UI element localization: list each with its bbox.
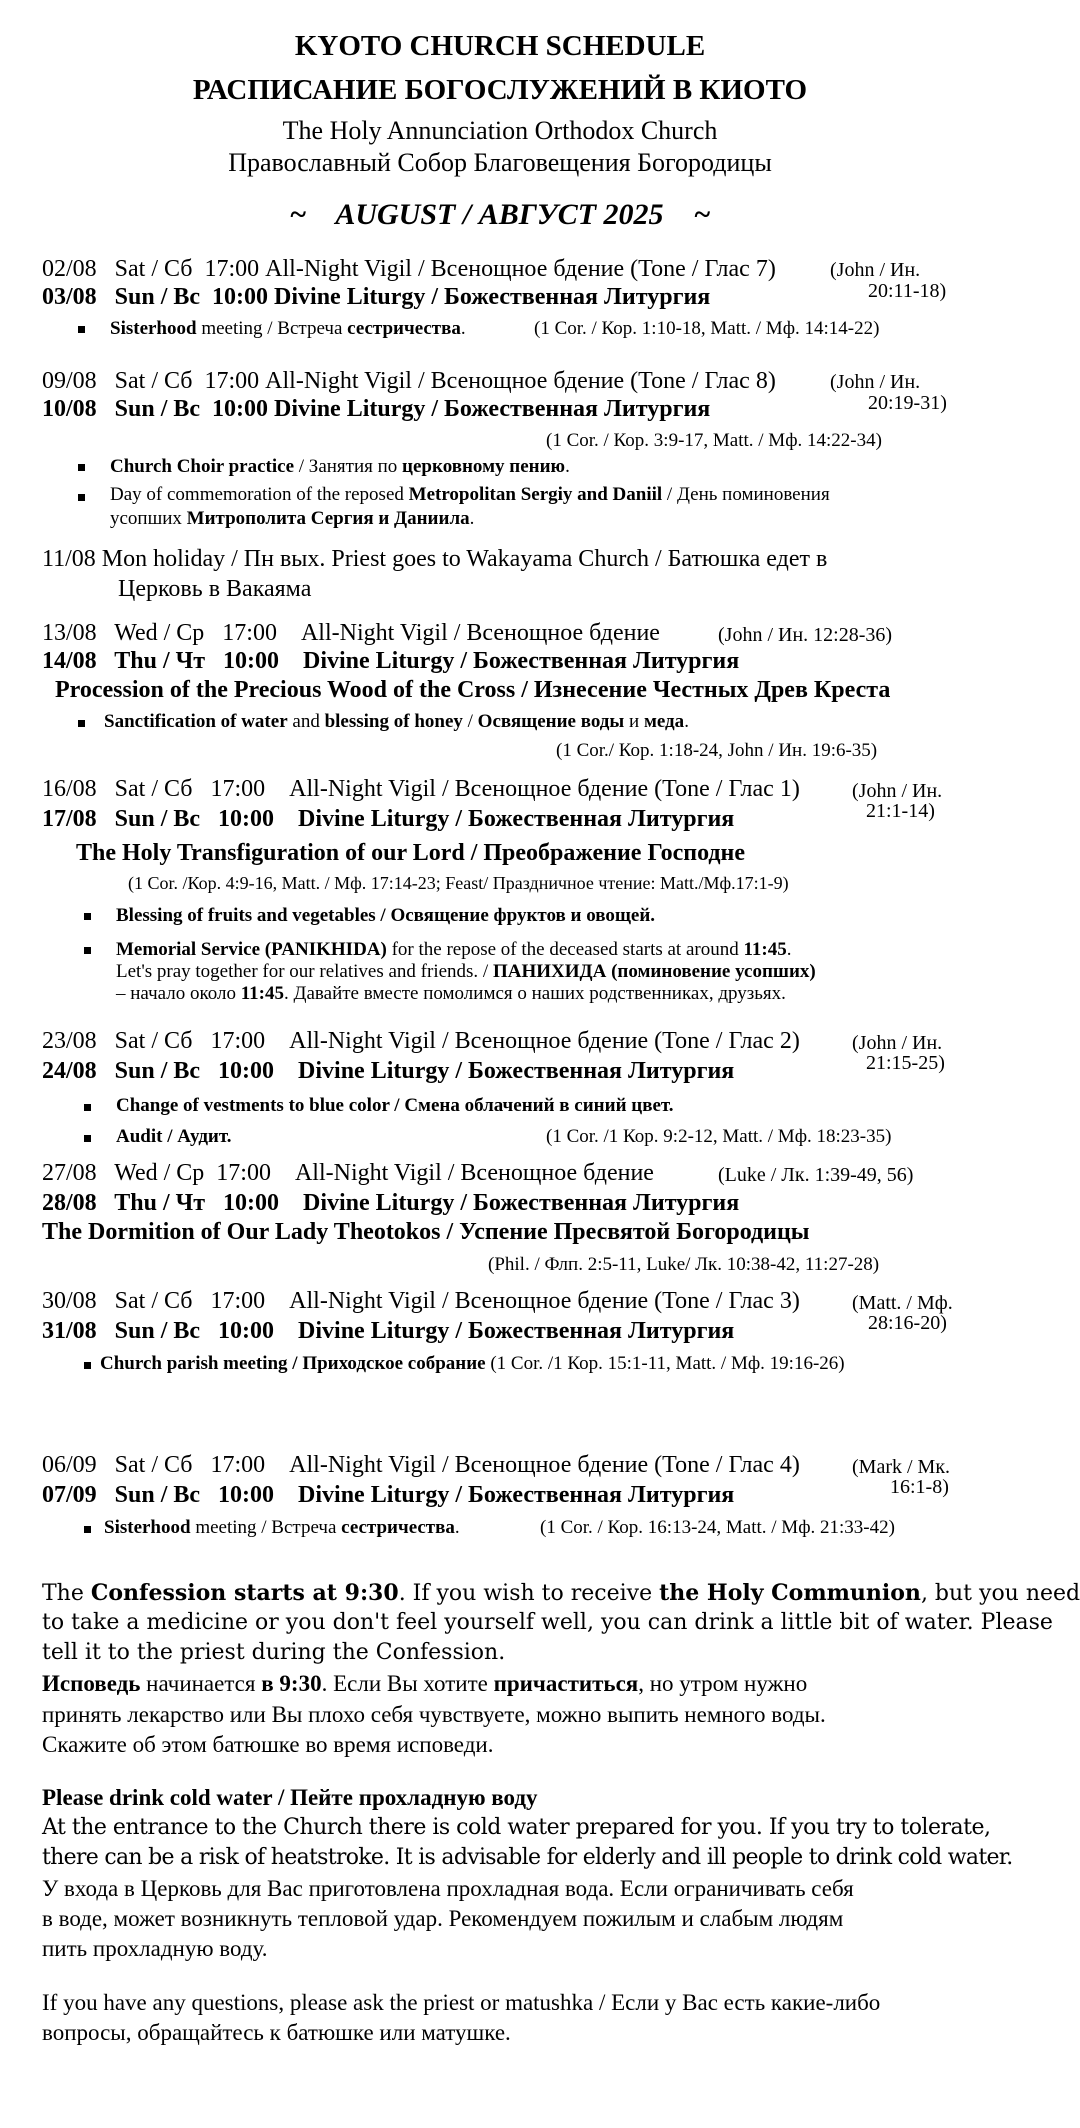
month-heading: ~ AUGUST / АВГУСТ 2025 ~ — [289, 198, 711, 231]
bullet-icon — [78, 326, 85, 333]
bullet-icon — [84, 1135, 91, 1142]
epistle-reading: (1 Cor. / Кор. 3:9-17, Matt. / Мф. 14:22-34) — [546, 430, 882, 451]
confession-ru-line: Исповедь начинается в 9:30. Если Вы хотите причаститься, но утром нужно — [42, 1671, 808, 1696]
holiday-line: 11/08 Mon holiday / Пн вых. Priest goes to Wakayama Church / Батюшка едет в — [42, 546, 828, 572]
confession-en-line: to take a medicine or you don't feel yourself well, you can drink a little bit of water. Please — [42, 1610, 1053, 1635]
service-sunday: 24/08 Sun / Вс 10:00 Divine Liturgy / Божественная Литургия — [42, 1058, 735, 1084]
gospel-reading: (Matt. / Мф. — [852, 1292, 953, 1314]
note-sanctification: Sanctification of water and blessing of honey / Освящение воды и меда. — [104, 711, 689, 732]
questions-line: If you have any questions, please ask the priest or matushka / Если у Вас есть какие-либо — [42, 1990, 881, 2015]
note-parish-meeting: Church parish meeting / Приходское собрание (1 Cor. /1 Кор. 15:1-11, Matt. / Мф. 19:16-26) — [100, 1353, 845, 1374]
gospel-reading-verse: 20:19-31) — [868, 392, 947, 414]
gospel-reading: (Mark / Мк. — [852, 1456, 951, 1478]
service-saturday: 09/08 Sat / Сб 17:00 All-Night Vigil / Всенощное бдение (Tone / Глас 8) — [42, 368, 776, 394]
gospel-reading-verse: 28:16-20) — [868, 1312, 947, 1334]
bullet-icon — [84, 947, 91, 954]
service-wednesday: 27/08 Wed / Ср 17:00 All-Night Vigil / Всенощное бдение — [42, 1160, 654, 1186]
gospel-reading: (John / Ин. — [852, 780, 943, 802]
questions-line: вопросы, обращайтесь к батюшке или матушке. — [42, 2020, 511, 2045]
note-commemoration: Day of commemoration of the reposed Metropolitan Sergiy and Daniil / День поминовения — [110, 484, 830, 505]
note-sisterhood: Sisterhood meeting / Встреча сестричества. — [104, 1517, 460, 1538]
church-name-english: The Holy Annunciation Orthodox Church — [282, 116, 718, 145]
bullet-icon — [84, 913, 91, 920]
service-saturday: 02/08 Sat / Сб 17:00 All-Night Vigil / Всенощное бдение (Tone / Глас 7) — [42, 256, 776, 282]
note-reading: (1 Cor. / Кор. 1:10-18, Matt. / Мф. 14:14-22) — [534, 318, 880, 339]
gospel-reading-verse: 16:1-8) — [890, 1476, 949, 1498]
gospel-reading: (John / Ин. — [830, 259, 921, 281]
confession-en-line: tell it to the priest during the Confession. — [42, 1640, 506, 1665]
feast-title: The Holy Transfiguration of our Lord / Преображение Господне — [76, 840, 746, 866]
note-vestments: Change of vestments to blue color / Смена облачений в синий цвет. — [116, 1095, 674, 1116]
cold-water-line: У входа в Церковь для Вас приготовлена прохладная вода. Если ограничивать себя — [42, 1876, 854, 1901]
note-choir: Church Choir practice / Занятия по церковному пению. — [110, 456, 570, 477]
gospel-reading-verse: 21:1-14) — [866, 800, 935, 822]
service-sunday: 07/09 Sun / Вс 10:00 Divine Liturgy / Божественная Литургия — [42, 1482, 735, 1508]
gospel-reading: (John / Ин. — [830, 371, 921, 393]
cold-water-line: в воде, может возникнуть тепловой удар. Рекомендуем пожилым и слабым людям — [42, 1906, 844, 1931]
confession-en-line: The Confession starts at 9:30. If you wish to receive the Holy Communion, but you need — [42, 1580, 1080, 1606]
holiday-line-cont: Церковь в Вакаяма — [118, 576, 312, 602]
service-saturday: 23/08 Sat / Сб 17:00 All-Night Vigil / Всенощное бдение (Tone / Глас 2) — [42, 1028, 800, 1054]
note-memorial-cont: – начало около 11:45. Давайте вместе помолимся о наших родственниках, друзьях. — [116, 983, 786, 1004]
service-sunday: 10/08 Sun / Вс 10:00 Divine Liturgy / Божественная Литургия — [42, 396, 711, 422]
service-thursday: 14/08 Thu / Чт 10:00 Divine Liturgy / Божественная Литургия — [42, 648, 740, 674]
gospel-reading: (Luke / Лк. 1:39-49, 56) — [718, 1164, 914, 1186]
confession-ru-line: Скажите об этом батюшке во время исповеди. — [42, 1732, 494, 1757]
cold-water-line: At the entrance to the Church there is cold water prepared for you. If you try to tolerate, — [42, 1815, 991, 1840]
bullet-icon — [78, 494, 85, 501]
bullet-icon — [78, 720, 85, 727]
bullet-icon — [84, 1104, 91, 1111]
service-wednesday: 13/08 Wed / Ср 17:00 All-Night Vigil / Всенощное бдение — [42, 620, 660, 646]
gospel-reading-verse: 21:15-25) — [866, 1052, 945, 1074]
service-saturday: 06/09 Sat / Сб 17:00 All-Night Vigil / Всенощное бдение (Tone / Глас 4) — [42, 1452, 800, 1478]
bullet-icon — [78, 464, 85, 471]
service-sunday: 17/08 Sun / Вс 10:00 Divine Liturgy / Божественная Литургия — [42, 806, 735, 832]
feast-reading: (1 Cor./ Кор. 1:18-24, John / Ин. 19:6-35) — [556, 740, 878, 761]
feast-reading: (Phil. / Флп. 2:5-11, Luke/ Лк. 10:38-42, 11:27-28) — [488, 1254, 880, 1275]
title-russian: РАСПИСАНИЕ БОГОСЛУЖЕНИЙ В КИОТО — [192, 74, 808, 106]
note-blessing-fruits: Blessing of fruits and vegetables / Освящение фруктов и овощей. — [116, 905, 656, 926]
feast-reading: (1 Cor. /Кор. 4:9-16, Matt. / Мф. 17:14-23; Feast/ Праздничное чтение: Matt./Мф.17:1-9) — [128, 873, 789, 893]
gospel-reading: (John / Ин. — [852, 1032, 943, 1054]
note-reading: (1 Cor. / Кор. 16:13-24, Matt. / Мф. 21:33-42) — [540, 1517, 895, 1538]
service-sunday: 03/08 Sun / Вс 10:00 Divine Liturgy / Божественная Литургия — [42, 284, 711, 310]
service-saturday: 30/08 Sat / Сб 17:00 All-Night Vigil / Всенощное бдение (Tone / Глас 3) — [42, 1288, 800, 1314]
bullet-icon — [84, 1526, 91, 1533]
feast-title: The Dormition of Our Lady Theotokos / Успение Пресвятой Богородицы — [42, 1219, 810, 1245]
church-name-russian: Православный Собор Благовещения Богородицы — [228, 148, 772, 177]
cold-water-line: пить прохладную воду. — [42, 1936, 268, 1961]
service-thursday: 28/08 Thu / Чт 10:00 Divine Liturgy / Божественная Литургия — [42, 1190, 740, 1216]
cold-water-line: there can be a risk of heatstroke. It is advisable for elderly and ill people to drink cold water. — [42, 1845, 1013, 1870]
note-commemoration-cont: усопших Митрополита Сергия и Даниила. — [110, 508, 475, 529]
note-reading: (1 Cor. /1 Кор. 9:2-12, Matt. / Мф. 18:23-35) — [546, 1126, 892, 1147]
feast-title: Procession of the Precious Wood of the Cross / Изнесение Честных Древ Креста — [55, 677, 891, 703]
note-audit: Audit / Аудит. — [116, 1126, 232, 1147]
note-sisterhood: Sisterhood meeting / Встреча сестричества. — [110, 318, 466, 339]
service-sunday: 31/08 Sun / Вс 10:00 Divine Liturgy / Божественная Литургия — [42, 1318, 735, 1344]
gospel-reading: (John / Ин. 12:28-36) — [718, 624, 893, 646]
confession-ru-line: принять лекарство или Вы плохо себя чувствуете, можно выпить немного воды. — [42, 1702, 826, 1727]
gospel-reading-verse: 20:11-18) — [868, 280, 947, 302]
note-memorial: Memorial Service (PANIKHIDA) for the repose of the deceased starts at around 11:45. — [116, 939, 792, 960]
note-memorial-cont: Let's pray together for our relatives and friends. / ПАНИХИДА (поминовение усопших) — [116, 961, 816, 982]
title-english: KYOTO CHURCH SCHEDULE — [294, 30, 706, 62]
service-saturday: 16/08 Sat / Сб 17:00 All-Night Vigil / Всенощное бдение (Tone / Глас 1) — [42, 776, 800, 802]
cold-water-heading: Please drink cold water / Пейте прохладную воду — [42, 1785, 538, 1810]
bullet-icon — [84, 1362, 91, 1369]
